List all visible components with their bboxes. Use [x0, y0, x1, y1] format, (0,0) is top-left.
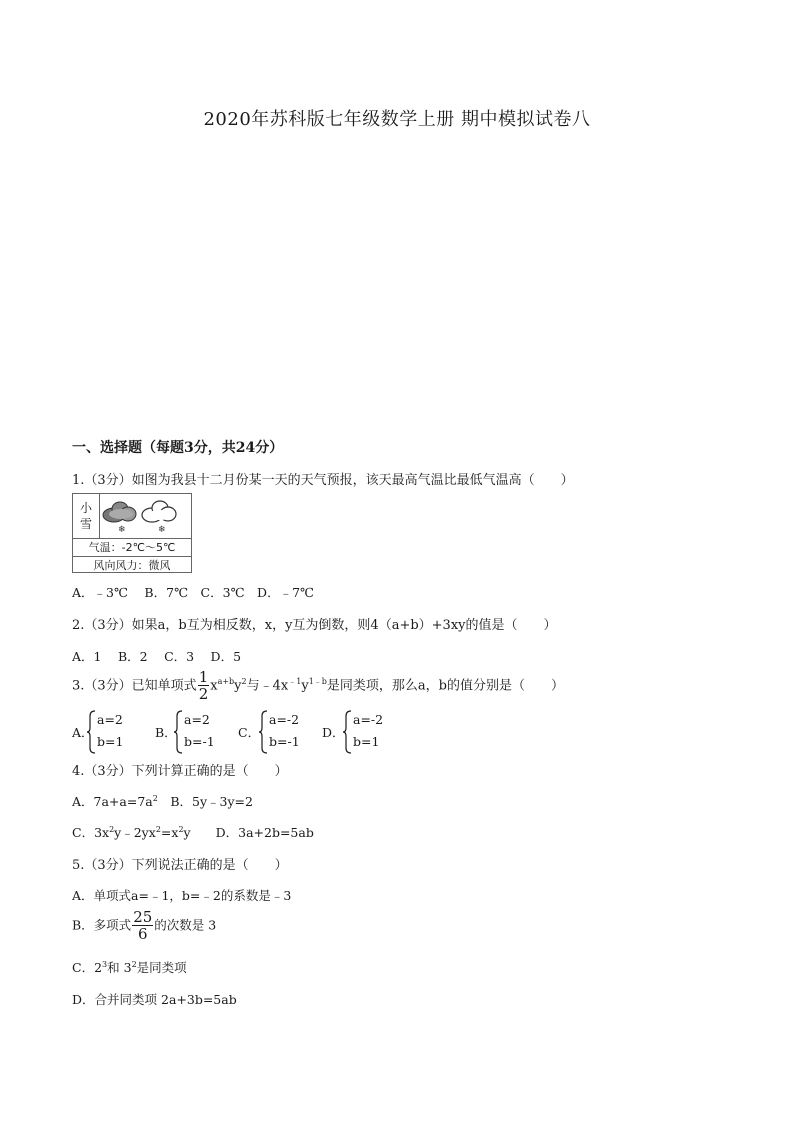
question-5-text: 5.（3分）下列说法正确的是（ ） — [72, 858, 288, 873]
question-4-options-ab: A．$7a+a=7a^2$ B．5y﹣3y=2 — [72, 793, 253, 809]
question-1-options: A．﹣3℃ B．7℃ C．3℃ D．﹣7℃ — [72, 585, 315, 600]
brace-icon — [342, 710, 352, 754]
question-4-text: 4.（3分）下列计算正确的是（ ） — [72, 764, 288, 779]
wind-row: 风向风力：微风 — [73, 556, 191, 574]
question-3-text: 3.（3分）已知单项式 $\frac{1}{2}$ $x^{a+b}y^2$与$﹣4x^{﹣1}y^{1﹣b}$是同类项，那么a，b的值分别是（ ） — [72, 668, 564, 703]
question-2-text: 2.（3分）如果a，b互为相反数，x，y互为倒数，则4（a+b）+3xy的值是（ ） — [72, 618, 557, 633]
weather-label: 小 雪 — [73, 494, 100, 538]
question-5-option-d: D．合并同类项 2a+3b=5ab — [72, 992, 237, 1007]
brace-icon — [258, 710, 268, 754]
question-4-options-cd: C．$3x^2y﹣2yx^2=x^2y$ D．3a+2b=5ab — [72, 824, 314, 840]
brace-icon — [173, 710, 183, 754]
temperature-row: 气温：-2℃～5℃ — [73, 538, 191, 557]
snow-cloud-icon — [100, 494, 193, 538]
question-2-options: A．1 B．2 C．3 D．5 — [72, 649, 242, 664]
question-1-text: 1.（3分）如图为我县十二月份某一天的天气预报，该天最高气温比最低气温高（ ） — [72, 473, 574, 488]
fraction-25-6: $\frac{25}{6}$ — [133, 908, 153, 943]
question-5-option-c: C．$2^3$和 $3^2$是同类项 — [72, 959, 187, 975]
svg-text:❄: ❄ — [118, 525, 126, 535]
question-5-option-b: B．多项式 $\frac{25}{6}$ 的次数是 3 — [72, 908, 217, 943]
brace-icon — [86, 710, 96, 754]
section-heading: 一、选择题（每题3分，共24分） — [72, 440, 284, 456]
document-title: 2020年苏科版七年级数学上册 期中模拟试卷八 — [203, 109, 591, 130]
fraction-one-half: $\frac{1}{2}$ — [198, 668, 209, 703]
question-5-option-a: A．单项式a=﹣1，b=﹣2的系数是﹣3 — [72, 888, 292, 903]
svg-text:❄: ❄ — [158, 525, 166, 535]
weather-forecast-box — [72, 493, 192, 573]
weather-icons — [100, 494, 193, 538]
